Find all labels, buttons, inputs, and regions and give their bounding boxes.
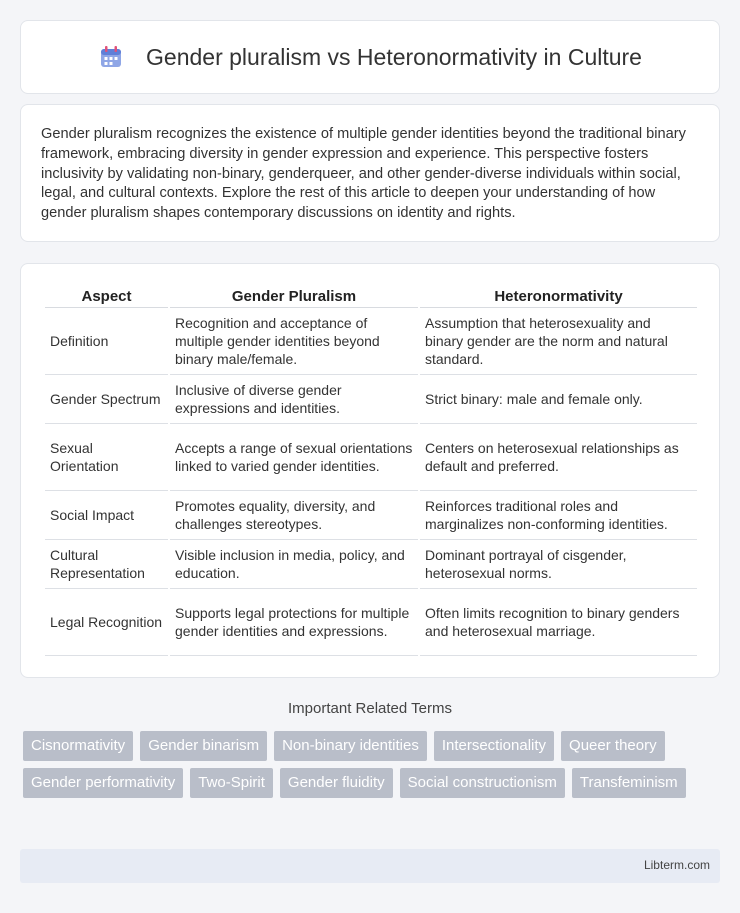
table-cell-gender-pluralism: Promotes equality, diversity, and challenges stereotypes.: [170, 491, 418, 540]
footer-site-link[interactable]: Libterm.com: [643, 858, 710, 872]
table-cell-aspect: Definition: [45, 308, 168, 375]
table-cell-heteronormativity: Reinforces traditional roles and marginalizes non-conforming identities.: [420, 491, 697, 540]
table-cell-heteronormativity: Strict binary: male and female only.: [420, 375, 697, 424]
table-cell-aspect: Social Impact: [45, 491, 168, 540]
table-header-row: [45, 286, 697, 308]
intro-text: Gender pluralism recognizes the existence of multiple gender identities beyond the traditional binary framework, embracing diversity in gender expression and experience. This perspective fosters inclusivity by validating non-binary, genderqueer, and other gender-diverse individuals within social, legal, and cultural contexts. Explore the rest of this article to deepen your understanding of how gender pluralism shapes contemporary discussions on identity and rights.: [41, 126, 686, 222]
table-cell-gender-pluralism: Accepts a range of sexual orientations linked to varied gender identities.: [170, 424, 418, 491]
related-term-tag[interactable]: Queer theory: [561, 731, 665, 761]
related-term-tag[interactable]: Non-binary identities: [274, 731, 427, 761]
table-cell-heteronormativity: Often limits recognition to binary genders and heterosexual marriage.: [420, 589, 697, 656]
table-row: [45, 375, 697, 424]
calendar-icon: [98, 44, 124, 70]
comparison-table: [43, 286, 699, 656]
table-cell-heteronormativity: Assumption that heterosexuality and binary gender are the norm and natural standard.: [420, 308, 697, 375]
column-header-gender-pluralism: Gender Pluralism: [170, 286, 418, 308]
table-cell-heteronormativity: Centers on heterosexual relationships as default and preferred.: [420, 424, 697, 491]
table-row: [45, 540, 697, 589]
table-cell-heteronormativity: Dominant portrayal of cisgender, heterosexual norms.: [420, 540, 697, 589]
related-term-tag[interactable]: Gender fluidity: [280, 768, 393, 798]
related-terms-title: Important Related Terms: [288, 700, 452, 717]
table-cell-gender-pluralism: Visible inclusion in media, policy, and education.: [170, 540, 418, 589]
table-cell-aspect: Legal Recognition: [45, 589, 168, 656]
title-card: [20, 20, 720, 94]
related-term-tag[interactable]: Social constructionism: [400, 768, 565, 798]
related-term-tag[interactable]: Gender performativity: [23, 768, 183, 798]
table-row: [45, 491, 697, 540]
footer: [20, 849, 720, 883]
column-header-heteronormativity: Heteronormativity: [420, 286, 697, 308]
related-term-tag[interactable]: Intersectionality: [434, 731, 554, 761]
related-term-tag[interactable]: Two-Spirit: [190, 768, 273, 798]
table-cell-gender-pluralism: Supports legal protections for multiple gender identities and expressions.: [170, 589, 418, 656]
table-cell-aspect: Gender Spectrum: [45, 375, 168, 424]
intro-card: [20, 104, 720, 242]
related-terms-list: [23, 731, 723, 805]
table-row: [45, 424, 697, 491]
table-cell-gender-pluralism: Recognition and acceptance of multiple gender identities beyond binary male/female.: [170, 308, 418, 375]
table-row: [45, 589, 697, 656]
table-cell-gender-pluralism: Inclusive of diverse gender expressions and identities.: [170, 375, 418, 424]
table-cell-aspect: Sexual Orientation: [45, 424, 168, 491]
column-header-aspect: Aspect: [45, 286, 168, 308]
page-title: Gender pluralism vs Heteronormativity in Culture: [146, 43, 642, 70]
table-row: [45, 308, 697, 375]
table-cell-aspect: Cultural Representation: [45, 540, 168, 589]
related-term-tag[interactable]: Cisnormativity: [23, 731, 133, 761]
related-term-tag[interactable]: Gender binarism: [140, 731, 267, 761]
comparison-table-card: [20, 263, 720, 678]
related-term-tag[interactable]: Transfeminism: [572, 768, 686, 798]
